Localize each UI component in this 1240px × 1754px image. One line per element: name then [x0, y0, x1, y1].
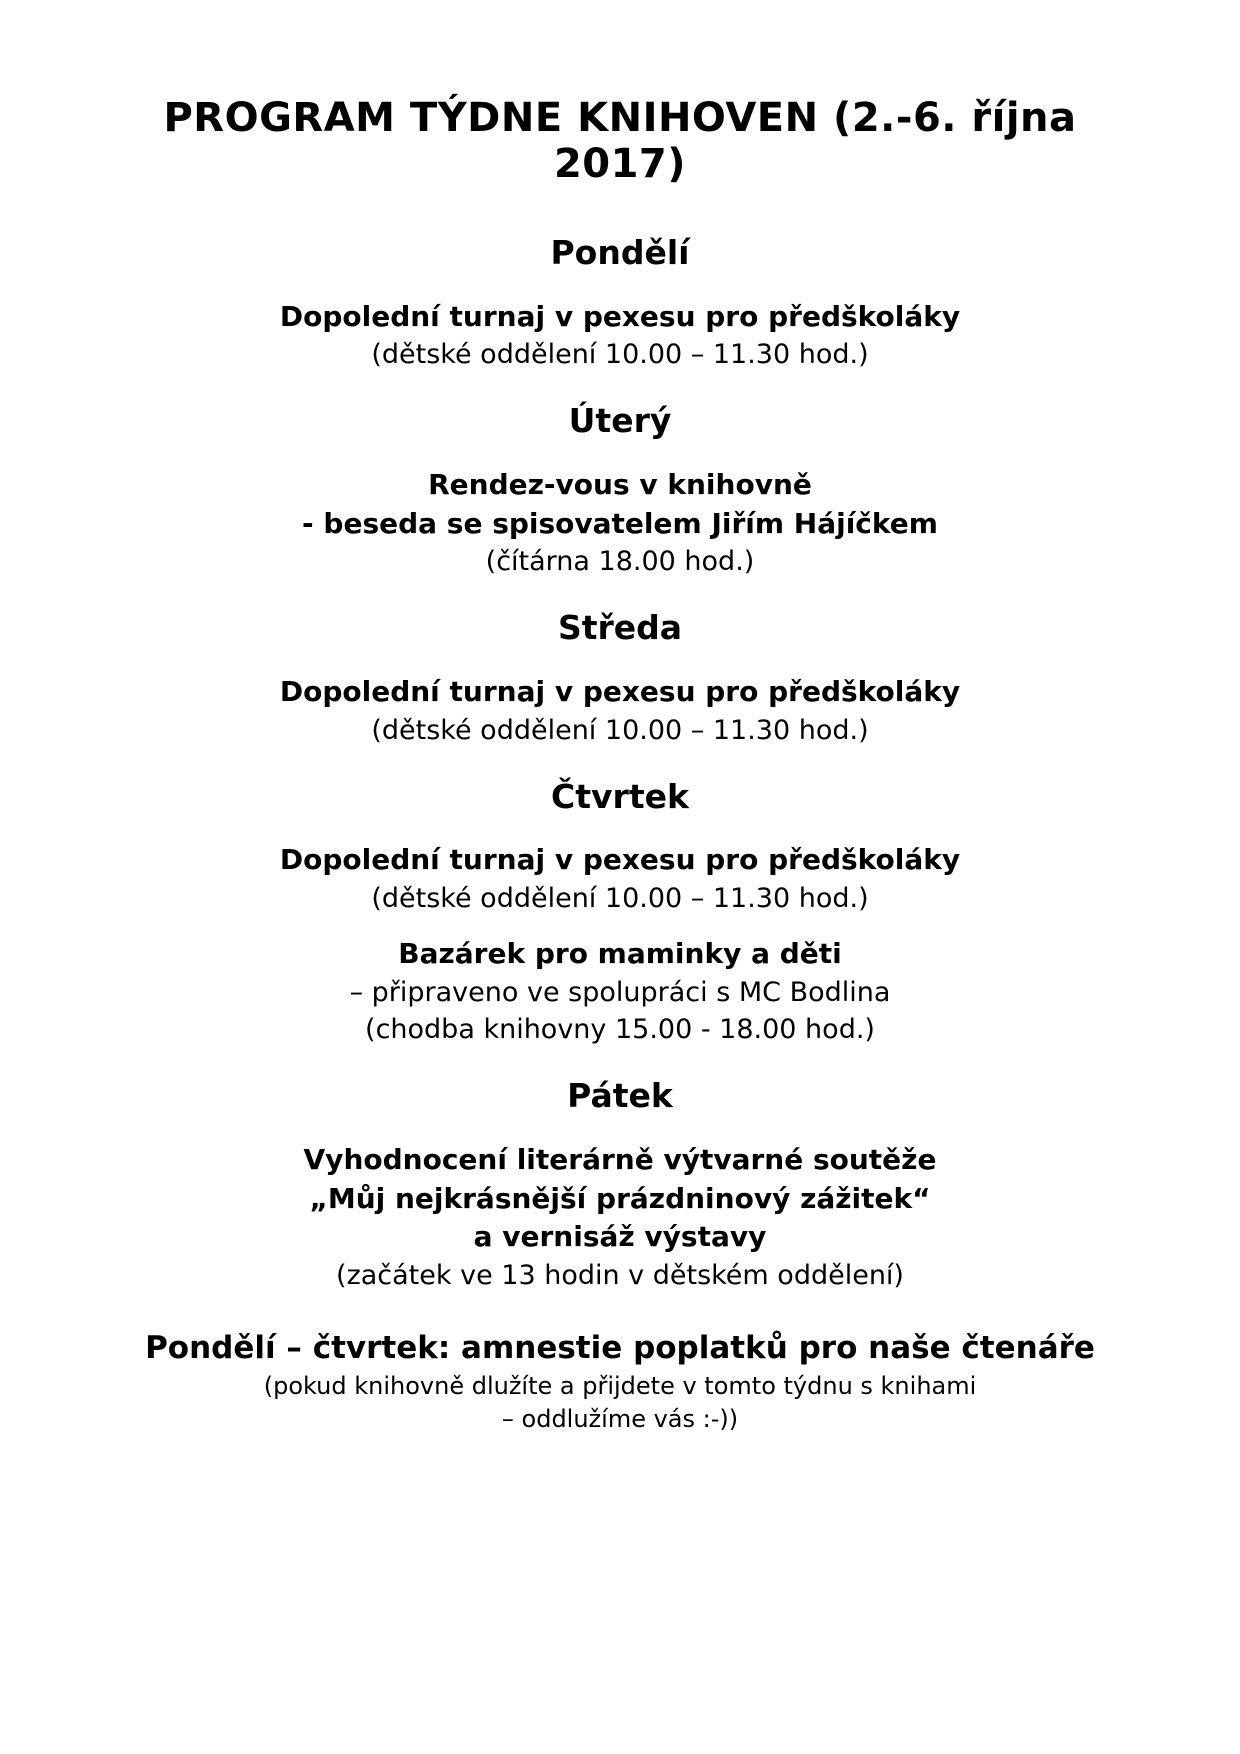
spacer	[110, 1294, 1130, 1328]
spacer	[110, 749, 1130, 775]
event-detail: (dětské oddělení 10.00 – 11.30 hod.)	[371, 339, 869, 371]
event-title: Vyhodnocení literárně výtvarné soutěže	[303, 1142, 937, 1176]
event-title: Rendez-vous v knihovně	[428, 467, 812, 501]
page-title: PROGRAM TÝDNE KNIHOVEN (2.-6. října 2017)	[163, 95, 1077, 187]
event-detail: (chodba knihovny 15.00 - 18.00 hod.)	[365, 1014, 875, 1046]
day-section-utery	[110, 399, 1130, 580]
spacer	[110, 373, 1130, 399]
amnesty-note-line1: (pokud knihovně dlužíte a přijdete v tomto týdnu s knihami	[263, 1371, 977, 1400]
event-subtitle: - beseda se spisovatelem Jiřím Hájíčkem	[302, 506, 938, 540]
spacer	[110, 444, 1130, 466]
spacer	[110, 1119, 1130, 1141]
event-title: Bazárek pro maminky a děti	[398, 937, 842, 971]
amnesty-note-line2: – oddlužíme vás :-))	[501, 1405, 739, 1434]
day-section-patek	[110, 1074, 1130, 1294]
amnesty-notice	[110, 1328, 1130, 1436]
day-heading: Pondělí	[550, 233, 690, 272]
spacer	[110, 819, 1130, 841]
day-heading: Čtvrtek	[551, 776, 689, 816]
day-heading: Pátek	[567, 1076, 673, 1116]
spacer	[110, 917, 1130, 935]
event-title: Dopolední turnaj v pexesu pro předškoláky	[279, 299, 961, 333]
day-section-streda	[110, 606, 1130, 748]
day-heading: Středa	[557, 608, 683, 648]
event-subtitle-secondary: a vernisáž výstavy	[473, 1220, 767, 1254]
amnesty-headline: Pondělí – čtvrtek: amnestie poplatků pro naše čtenáře	[145, 1330, 1095, 1367]
day-heading: Úterý	[568, 401, 672, 441]
event-detail: (dětské oddělení 10.00 – 11.30 hod.)	[371, 714, 869, 746]
event-detail: (začátek ve 13 hodin v dětském oddělení)	[336, 1259, 904, 1291]
event-title: Dopolední turnaj v pexesu pro předškoláky	[279, 675, 961, 709]
event-subtitle: – připraveno ve spolupráci s MC Bodlina	[349, 976, 891, 1008]
day-section-ctvrtek	[110, 775, 1130, 1049]
event-detail: (čítárna 18.00 hod.)	[485, 546, 755, 578]
event-title: Dopolední turnaj v pexesu pro předškoláky	[279, 843, 961, 877]
event-subtitle: „Můj nejkrásnější prázdninový zážitek“	[309, 1181, 931, 1215]
day-section-pondeli	[110, 231, 1130, 373]
spacer	[110, 580, 1130, 606]
spacer	[110, 276, 1130, 298]
event-detail: (dětské oddělení 10.00 – 11.30 hod.)	[371, 883, 869, 915]
spacer	[110, 1048, 1130, 1074]
spacer	[110, 651, 1130, 673]
spacer	[110, 195, 1130, 231]
